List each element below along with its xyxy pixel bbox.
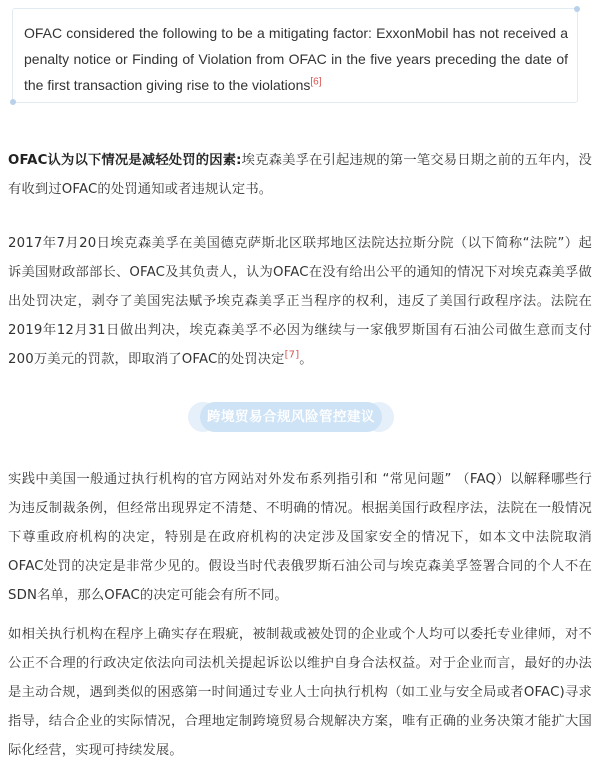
paragraph-body: 2017年7月20日埃克森美孚在美国德克萨斯北区联邦地区法院达拉斯分院（以下简称“法院”）起诉美国财政部部长、OFAC及其负责人，认为OFAC在没有给出公平的通知的情况下对埃克森美孚做出处罚决定，剥夺了美国宪法赋予埃克森美孚正当程序的权利，违反了美国行政程序法。法院在2019年12月31日做出判决，埃克森美孚不必因为继续与一家俄罗斯国有石油公司做生意而支付200万美元的罚款，即取消了OFAC的处罚决定 [8,236,592,367]
paragraph-mitigating-factor [8,146,592,204]
paragraph-recommendation [8,620,592,765]
section-title-pill: 跨境贸易合规风险管控建议 [200,402,382,432]
quote-corner-dot-top-right [574,6,580,12]
paragraph-lawsuit [8,229,592,374]
section-title [188,398,394,436]
quote-corner-dot-bottom-left [10,99,16,105]
quote-text [24,20,568,98]
paragraph-body: 如相关执行机构在程序上确实存在瑕疵，被制裁或被处罚的企业或个人均可以委托专业律师，对不公正不合理的行政决定依法向司法机关提起诉讼以维护自身合法权益。对于企业而言，最好的办法是主动合规，遇到类似的困惑第一时间通过专业人士向执行机构（如工业与安全局或者OFAC)寻求指导，结合企业的实际情况，合理地定制跨境贸易合规解决方案，唯有正确的业务决策才能扩大国际化经营，实现可持续发展。 [8,627,592,758]
footnote-ref-7[interactable]: [7] [284,349,300,361]
footnote-ref-6[interactable]: [6] [310,76,322,88]
paragraph-body: 实践中美国一般通过执行机构的官方网站对外发布系列指引和 “常见问题” （FAQ）以解释哪些行为违反制裁条例，但经常出现界定不清楚、不明确的情况。根据美国行政程序法，法院在一般情况下尊重政府机构的决定，特别是在政府机构的决定涉及国家安全的情况下，如本文中法院取消OFAC处罚的决定是非常少见的。假设当时代表俄罗斯石油公司与埃克森美孚签署合同的个人不在SDN名单，那么OFAC的决定可能会有所不同。 [8,472,592,603]
paragraph-faq-practice [8,465,592,610]
quote-body: OFAC considered the following to be a mitigating factor: ExxonMobil has not received a penalty notice or Finding of Violation from OFAC in the five years preceding the date of the first transaction giving rise to the violations [24,25,568,93]
paragraph-tail: 。 [299,352,313,367]
paragraph-body: 埃克森美孚在引起违规的第一笔交易日期之前的五年内，没有收到过OFAC的处罚通知或者违规认定书。 [8,153,592,197]
paragraph-lead: OFAC认为以下情况是减轻处罚的因素: [8,153,242,168]
